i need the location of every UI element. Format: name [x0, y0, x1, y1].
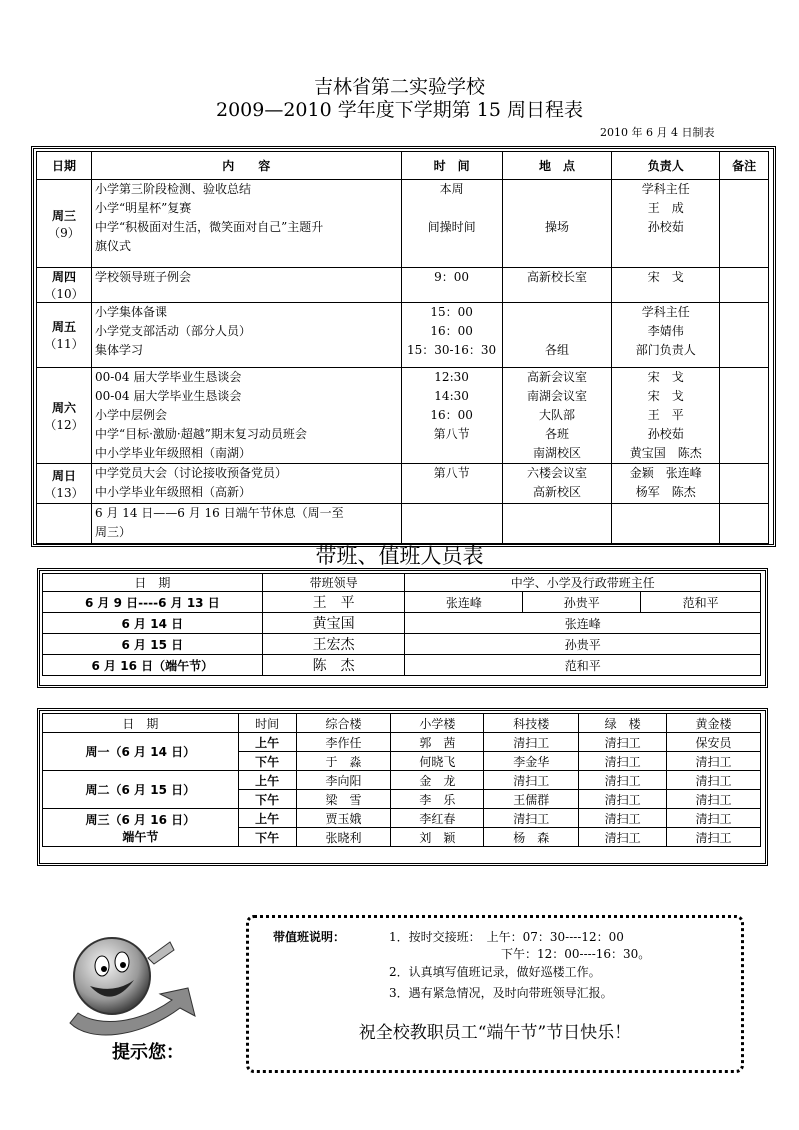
leader-row — [43, 613, 761, 634]
col-duty-date: 日 期 — [43, 574, 263, 592]
schedule-place — [502, 303, 612, 368]
duty-period: 上午 — [238, 733, 296, 752]
schedule-person-line — [615, 237, 716, 256]
schedule-note — [720, 504, 769, 544]
day-date: （12） — [44, 417, 84, 432]
day-date: （13） — [44, 485, 84, 500]
duty-title: 带班、值班人员表 — [315, 544, 484, 568]
schedule-person-line: 杨军 陈杰 — [635, 485, 696, 499]
duty-person: 清扫工 — [667, 828, 761, 847]
duty-date-line2: 端午节 — [122, 829, 159, 844]
duty-person: 李红春 — [391, 809, 484, 828]
schedule-content-line: 中学“目标·激励·超越”期末复习动员班会 — [94, 427, 307, 441]
duty-person: 保安员 — [667, 733, 761, 752]
schedule-day — [37, 268, 92, 303]
day-name: 周三 — [51, 208, 76, 223]
schedule-place-line: 高新校长室 — [526, 270, 587, 284]
day-name: 周四 — [51, 270, 76, 284]
duty-person: 杨 森 — [484, 828, 579, 847]
note-item-1b: 下午：12：00----16：30。 — [501, 947, 651, 961]
col-b-date: 日 期 — [43, 714, 239, 733]
schedule-person — [612, 268, 720, 303]
schedule-day — [37, 464, 92, 504]
schedule-person-line: 学科主任 — [641, 182, 690, 196]
schedule-time-line: 9：00 — [434, 270, 470, 284]
schedule-content-line: 6 月 14 日——6 月 16 日端午节休息（周一至 — [94, 506, 344, 520]
schedule-row — [37, 368, 769, 464]
duty-period: 下午 — [238, 752, 296, 771]
duty-date — [43, 771, 239, 809]
page-title: 2009—2010 学年度下学期第 15 周日程表 — [215, 99, 583, 121]
schedule-place-line — [506, 303, 609, 322]
leader-date: 6 月 16 日（端午节） — [43, 655, 263, 676]
schedule-person-line: 王 平 — [647, 408, 684, 422]
schedule-place — [502, 180, 612, 268]
schedule-person — [612, 504, 720, 544]
schedule-place-line — [506, 180, 609, 199]
schedule-content — [91, 504, 401, 544]
head-name: 孙贵平 — [405, 634, 761, 655]
schedule-time-line: 第八节 — [433, 466, 470, 480]
col-date: 日期 — [37, 152, 92, 180]
duty-row — [43, 809, 761, 828]
schedule-time-line: 16：00 — [430, 408, 473, 422]
duty-person: 清扫工 — [667, 790, 761, 809]
schedule-day — [37, 180, 92, 268]
schedule-content-line: 中学党员大会（讨论接收预备党员） — [94, 466, 287, 480]
schedule-person-line: 宋 戈 — [647, 389, 684, 403]
mascot-globe-icon — [60, 928, 210, 1048]
duty-date-line: 周三（6 月 16 日） — [85, 812, 196, 827]
buildings-frame — [37, 708, 768, 866]
schedule-time-line: 第八节 — [433, 427, 470, 441]
duty-row — [43, 733, 761, 752]
duty-person: 清扫工 — [484, 733, 579, 752]
leader-date: 6 月 9 日----6 月 13 日 — [43, 592, 263, 613]
leader-name: 陈 杰 — [262, 655, 405, 676]
duty-date-line: 周一（6 月 14 日） — [85, 745, 196, 759]
schedule-note — [720, 464, 769, 504]
schedule-place-line: 高新校区 — [532, 485, 581, 499]
schedule-time — [401, 504, 502, 544]
day-date: （9） — [48, 225, 80, 240]
schedule-person-line: 学科主任 — [641, 305, 690, 319]
note-item-1: 1．按时交接班： 上午：07：30----12：00 — [389, 930, 624, 944]
schedule-place-line: 南湖校区 — [532, 446, 581, 460]
schedule-time-line: 15：30-16：30 — [407, 343, 497, 357]
schedule-day — [37, 504, 92, 544]
col-person: 负责人 — [612, 152, 720, 180]
duty-period: 上午 — [238, 809, 296, 828]
day-date: （11） — [44, 337, 84, 351]
schedule-content-line: 00-04 届大学毕业生恳谈会 — [94, 370, 242, 384]
schedule-row — [37, 303, 769, 368]
day-name: 周五 — [51, 320, 76, 334]
schedule-time-line — [405, 237, 499, 256]
schedule-content — [91, 464, 401, 504]
duty-person: 清扫工 — [579, 771, 667, 790]
duty-person: 李作任 — [296, 733, 391, 752]
schedule-time — [401, 464, 502, 504]
schedule-content-line: 小学集体备课 — [94, 305, 167, 319]
schedule-person — [612, 180, 720, 268]
schedule-time-line — [405, 199, 499, 218]
schedule-person — [612, 464, 720, 504]
duty-person: 清扫工 — [667, 752, 761, 771]
leader-row — [43, 655, 761, 676]
leader-row — [43, 634, 761, 655]
schedule-place-line — [506, 237, 609, 256]
schedule-content-line: 学校领导班子例会 — [94, 270, 191, 284]
greeting: 祝全校教职员工“端午节”节日快乐！ — [358, 1023, 632, 1043]
duty-person: 何晓飞 — [391, 752, 484, 771]
schedule-content-line: 周三） — [94, 525, 131, 539]
schedule-person-line: 李婧伟 — [647, 324, 684, 338]
schedule-person-line: 宋 戈 — [647, 270, 684, 284]
col-content: 内 容 — [91, 152, 401, 180]
schedule-place-line: 高新会议室 — [526, 370, 587, 384]
leader-date: 6 月 14 日 — [43, 613, 263, 634]
leaders-frame — [37, 568, 768, 688]
head-name: 范和平 — [641, 592, 761, 613]
schedule-content — [91, 303, 401, 368]
schedule-note — [720, 268, 769, 303]
duty-person: 王儒群 — [484, 790, 579, 809]
schedule-content — [91, 180, 401, 268]
duty-person: 梁 雪 — [296, 790, 391, 809]
duty-person: 郭 茜 — [391, 733, 484, 752]
leader-name: 王 平 — [262, 592, 405, 613]
notes-label: 带值班说明： — [273, 930, 346, 944]
schedule-person-line: 宋 戈 — [647, 370, 684, 384]
col-b-keji: 科技楼 — [484, 714, 579, 733]
schedule-row — [37, 504, 769, 544]
schedule-person-line: 王 成 — [647, 201, 684, 215]
head-name: 范和平 — [405, 655, 761, 676]
schedule-content-line: 00-04 届大学毕业生恳谈会 — [94, 389, 242, 403]
schedule-person — [612, 368, 720, 464]
col-leader: 带班领导 — [262, 574, 405, 592]
note-item-2: 2．认真填写值班记录，做好巡楼工作。 — [389, 965, 601, 979]
duty-date — [43, 733, 239, 771]
leader-row — [43, 592, 761, 613]
head-name: 孙贵平 — [523, 592, 641, 613]
schedule-place-line: 操场 — [544, 220, 569, 234]
schedule-content — [91, 268, 401, 303]
duty-person: 清扫工 — [484, 771, 579, 790]
day-name: 周日 — [51, 468, 76, 483]
col-b-time: 时间 — [238, 714, 296, 733]
schedule-day — [37, 303, 92, 368]
col-b-xiaoxue: 小学楼 — [391, 714, 484, 733]
col-b-lv: 绿 楼 — [579, 714, 667, 733]
day-name: 周六 — [51, 400, 76, 415]
schedule-note — [720, 180, 769, 268]
schedule-content — [91, 368, 401, 464]
leader-name: 黄宝国 — [262, 613, 405, 634]
schedule-time-line: 14:30 — [434, 389, 469, 403]
schedule-time — [401, 368, 502, 464]
schedule-row — [37, 180, 769, 268]
duty-person: 李金华 — [484, 752, 579, 771]
schedule-content-line: 小学“明星杯”复赛 — [94, 201, 192, 215]
duty-date-line: 周二（6 月 15 日） — [85, 783, 196, 797]
duty-person: 张晓利 — [296, 828, 391, 847]
buildings-table — [42, 713, 761, 847]
schedule-person — [612, 303, 720, 368]
duty-person: 清扫工 — [579, 790, 667, 809]
duty-person: 贾玉娥 — [296, 809, 391, 828]
note-item-3: 3．遇有紧急情况，及时向带班领导汇报。 — [389, 986, 613, 1000]
schedule-place-line: 南湖会议室 — [526, 389, 587, 403]
duty-person: 清扫工 — [579, 733, 667, 752]
duty-row — [43, 771, 761, 790]
schedule-table — [36, 151, 769, 544]
schedule-person-line: 黄宝国 陈杰 — [629, 446, 702, 460]
schedule-person-line: 孙校茹 — [647, 220, 684, 234]
duty-date — [43, 809, 239, 847]
leader-name: 王宏杰 — [262, 634, 405, 655]
schedule-place — [502, 368, 612, 464]
schedule-place-line — [506, 199, 609, 218]
schedule-note — [720, 368, 769, 464]
school-name: 吉林省第二实验学校 — [313, 76, 485, 98]
duty-person: 刘 颖 — [391, 828, 484, 847]
schedule-time-line — [405, 444, 499, 463]
duty-period: 下午 — [238, 790, 296, 809]
notes-box — [246, 915, 744, 1073]
duty-person: 清扫工 — [484, 809, 579, 828]
duty-period: 下午 — [238, 828, 296, 847]
schedule-frame — [31, 146, 776, 547]
duty-person: 李向阳 — [296, 771, 391, 790]
schedule-time-line: 间操时间 — [427, 220, 476, 234]
schedule-place — [502, 504, 612, 544]
head-name: 张连峰 — [405, 592, 523, 613]
made-date: 2010 年 6 月 4 日制表 — [600, 126, 715, 139]
leader-date: 6 月 15 日 — [43, 634, 263, 655]
schedule-time-line: 12:30 — [434, 370, 469, 384]
leaders-table — [42, 573, 761, 676]
schedule-content-line: 小学第三阶段检测、验收总结 — [94, 182, 251, 196]
schedule-time-line: 本周 — [439, 182, 464, 196]
schedule-time-line — [405, 483, 499, 502]
col-b-zonghe: 综合楼 — [296, 714, 391, 733]
schedule-place-line: 大队部 — [538, 408, 575, 422]
schedule-time — [401, 180, 502, 268]
schedule-person-line: 金颖 张连峰 — [629, 466, 702, 480]
col-time: 时 间 — [401, 152, 502, 180]
schedule-person-line: 孙校茹 — [647, 427, 684, 441]
schedule-content-line: 中学“积极面对生活，微笑面对自己”主题升 — [94, 220, 324, 234]
schedule-row — [37, 464, 769, 504]
schedule-place-line: 各班 — [544, 427, 569, 441]
head-name: 张连峰 — [405, 613, 761, 634]
schedule-person-line: 部门负责人 — [635, 343, 696, 357]
duty-period: 上午 — [238, 771, 296, 790]
col-b-huangjin: 黄金楼 — [667, 714, 761, 733]
schedule-time-line: 15：00 — [430, 305, 473, 319]
col-note: 备注 — [720, 152, 769, 180]
schedule-day — [37, 368, 92, 464]
duty-person: 李 乐 — [391, 790, 484, 809]
schedule-time — [401, 268, 502, 303]
schedule-place-line — [506, 322, 609, 341]
schedule-row — [37, 268, 769, 303]
duty-person: 于 淼 — [296, 752, 391, 771]
schedule-place — [502, 464, 612, 504]
duty-person: 清扫工 — [667, 771, 761, 790]
duty-person: 清扫工 — [579, 752, 667, 771]
schedule-place — [502, 268, 612, 303]
schedule-content-line: 旗仪式 — [94, 239, 131, 253]
duty-person: 清扫工 — [579, 828, 667, 847]
schedule-content-line: 中小学毕业年级照相（高新） — [94, 485, 251, 499]
schedule-place-line: 六楼会议室 — [526, 466, 587, 480]
schedule-time-line: 16：00 — [430, 324, 473, 338]
col-heads: 中学、小学及行政带班主任 — [405, 574, 761, 592]
schedule-content-line: 中小学毕业年级照相（南湖） — [94, 446, 251, 460]
schedule-content-line: 集体学习 — [94, 343, 143, 357]
schedule-content-line: 小学党支部活动（部分人员） — [94, 324, 251, 338]
schedule-time — [401, 303, 502, 368]
schedule-note — [720, 303, 769, 368]
tip-label: 提示您： — [112, 1042, 184, 1063]
duty-person: 金 龙 — [391, 771, 484, 790]
duty-person: 清扫工 — [667, 809, 761, 828]
schedule-place-line: 各组 — [544, 343, 569, 357]
day-date: （10） — [44, 287, 84, 301]
schedule-content-line: 小学中层例会 — [94, 408, 167, 422]
col-place: 地 点 — [502, 152, 612, 180]
duty-person: 清扫工 — [579, 809, 667, 828]
